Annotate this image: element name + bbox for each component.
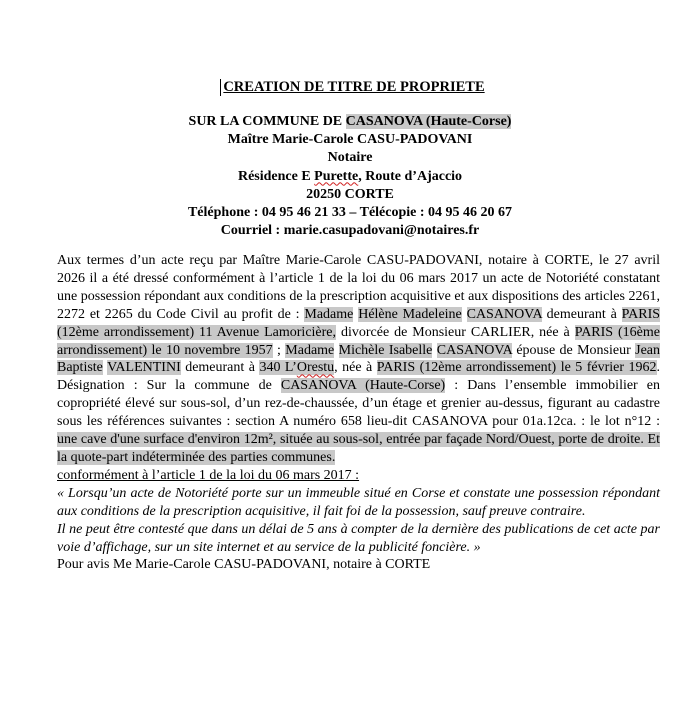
commune-line: SUR LA COMMUNE DE CASANOVA (Haute-Corse)	[188, 114, 512, 129]
notary-address: Résidence E Purette, Route d’Ajaccio	[237, 168, 463, 184]
lot-description: une cave d'une surface d'environ 12m², située au sous-sol, entrée par façade Nord/Ouest, porte de droite. Et la quote-part indéterminée des parties communes.	[57, 432, 660, 465]
notary-phones: Téléphone : 04 95 46 21 33 – Télécopie : 04 95 46 20 67	[187, 205, 513, 221]
signature-line: Pour avis Me Marie-Carole CASU-PADOVANI, notaire à CORTE	[57, 557, 431, 573]
spellcheck-word: Orestu	[296, 360, 335, 376]
law-quote-2: Il ne peut être contesté que dans un délai de 5 ans à compter de la dernière des publications de cet acte par voie d’affichage, sur un site internet et au service de la publicité foncière. »	[57, 521, 660, 555]
commune-name: CASANOVA (Haute-Corse)	[345, 114, 512, 129]
notary-postal: 20250 CORTE	[306, 186, 394, 202]
notary-email: Courriel : marie.casupadovani@notaires.fr	[220, 223, 480, 239]
spellcheck-word: Purette	[314, 168, 359, 184]
document-header	[0, 78, 700, 240]
notary-block	[0, 113, 700, 240]
text-cursor	[220, 79, 221, 96]
law-reference: conformément à l’article 1 de la loi du 06 mars 2017 :	[57, 467, 360, 483]
law-quote-1: « Lorsqu’un acte de Notoriété porte sur un immeuble situé en Corse et constate une possession répondant aux conditions de la prescription acquisitive, il fait foi de la possession, sauf preuve contraire.	[57, 485, 660, 519]
notary-role: Notaire	[327, 150, 373, 166]
document-title: CREATION DE TITRE DE PROPRIETE	[223, 79, 484, 96]
notary-name: Maître Marie-Carole CASU-PADOVANI	[227, 132, 473, 148]
main-paragraph: Aux termes d’un acte reçu par Maître Marie-Carole CASU-PADOVANI, notaire à CORTE, le 27 avril 2026 il a été dressé conformément à l’article 1 de la loi du 06 mars 2017 un acte de Notoriété constatant une possession répondant aux conditions de la prescription acquisitive et aux dispositions des articles 2261, 2272 et 2265 du Code Civil au profit de : Madame Hélène Madeleine CASANOVA demeurant à PARIS (12ème arrondissement) 11 Avenue Lamoricière, divorcée de Monsieur CARLIER, née à PARIS (16ème arrondissement) le 10 novembre 1957 ; Madame Michèle Isabelle CASANOVA épouse de Monsieur Jean Baptiste VALENTINI demeurant à 340 L’Orestu, née à PARIS (12ème arrondissement) le 5 février 1962. Désignation : Sur la commune de CASANOVA (Haute-Corse) : Dans l’ensemble immobilier en copropriété élevé sur sous-sol, d’un rez-de-chaussée, d’un étage et grenier au-dessus, figurant au cadastre sous les références suivantes : section A numéro 658 lieu-dit CASANOVA pour 01a.12ca. : le lot n°12 : une cave d'une surface d'environ 12m², située au sous-sol, entrée par façade Nord/Ouest, porte de droite. Et la quote-part indéterminée des parties communes.	[57, 253, 661, 465]
document-body	[57, 252, 660, 574]
